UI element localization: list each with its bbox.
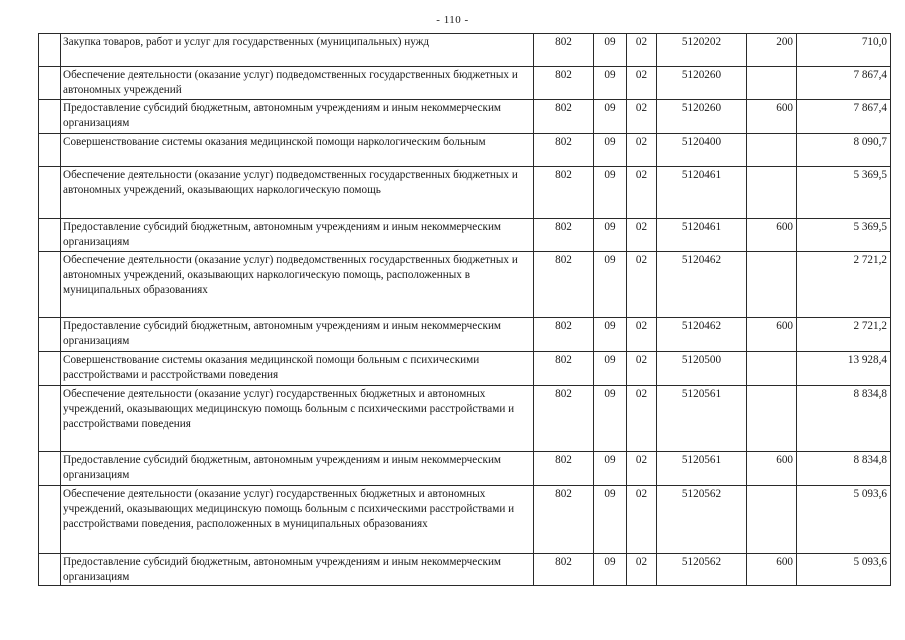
table-row <box>39 318 891 352</box>
cell-vr: 600 <box>747 452 797 486</box>
row-margin-cell <box>39 554 61 586</box>
cell-vr: 600 <box>747 554 797 586</box>
cell-ved: 802 <box>534 486 594 554</box>
cell-desc: Обеспечение деятельности (оказание услуг) государственных бюджетных и автономных учреждений, оказывающих медицинскую помощь больным с психическими расстройствами и расстройствами поведения, расположенных в муниципальных образованиях <box>61 486 534 554</box>
cell-sum: 7 867,4 <box>797 100 891 134</box>
table-row <box>39 167 891 219</box>
cell-sum: 5 093,6 <box>797 486 891 554</box>
cell-rz: 09 <box>594 452 627 486</box>
cell-pr: 02 <box>627 352 657 386</box>
cell-rz: 09 <box>594 34 627 67</box>
cell-rz: 09 <box>594 67 627 100</box>
row-margin-cell <box>39 167 61 219</box>
cell-desc: Предоставление субсидий бюджетным, автономным учреждениям и иным некоммерческим организациям <box>61 219 534 252</box>
table-body <box>39 34 891 586</box>
cell-vr <box>747 252 797 318</box>
cell-vr <box>747 352 797 386</box>
cell-csr: 5120202 <box>657 34 747 67</box>
cell-vr <box>747 134 797 167</box>
cell-ved: 802 <box>534 100 594 134</box>
cell-pr: 02 <box>627 34 657 67</box>
cell-ved: 802 <box>534 386 594 452</box>
cell-pr: 02 <box>627 67 657 100</box>
cell-vr: 600 <box>747 219 797 252</box>
cell-rz: 09 <box>594 252 627 318</box>
row-margin-cell <box>39 134 61 167</box>
table-row <box>39 134 891 167</box>
row-margin-cell <box>39 452 61 486</box>
row-margin-cell <box>39 100 61 134</box>
cell-sum: 2 721,2 <box>797 252 891 318</box>
cell-ved: 802 <box>534 252 594 318</box>
cell-sum: 8 834,8 <box>797 452 891 486</box>
cell-desc: Предоставление субсидий бюджетным, автономным учреждениям и иным некоммерческим организациям <box>61 100 534 134</box>
cell-pr: 02 <box>627 318 657 352</box>
cell-desc: Совершенствование системы оказания медицинской помощи наркологическим больным <box>61 134 534 167</box>
cell-csr: 5120562 <box>657 486 747 554</box>
cell-sum: 8 834,8 <box>797 386 891 452</box>
table-row <box>39 100 891 134</box>
table-row <box>39 67 891 100</box>
row-margin-cell <box>39 34 61 67</box>
cell-vr: 200 <box>747 34 797 67</box>
cell-csr: 5120461 <box>657 167 747 219</box>
table-row <box>39 386 891 452</box>
cell-desc: Совершенствование системы оказания медицинской помощи больным с психическими расстройствами и расстройствами поведения <box>61 352 534 386</box>
cell-rz: 09 <box>594 554 627 586</box>
budget-table <box>38 33 891 586</box>
cell-rz: 09 <box>594 100 627 134</box>
cell-pr: 02 <box>627 134 657 167</box>
cell-sum: 5 369,5 <box>797 167 891 219</box>
cell-desc: Обеспечение деятельности (оказание услуг) государственных бюджетных и автономных учреждений, оказывающих медицинскую помощь больным с психическими расстройствами и расстройствами поведения <box>61 386 534 452</box>
cell-csr: 5120462 <box>657 252 747 318</box>
cell-pr: 02 <box>627 219 657 252</box>
cell-sum: 5 369,5 <box>797 219 891 252</box>
cell-desc: Обеспечение деятельности (оказание услуг) подведомственных государственных бюджетных и автономных учреждений <box>61 67 534 100</box>
cell-desc: Обеспечение деятельности (оказание услуг) подведомственных государственных бюджетных и автономных учреждений, оказывающих наркологическую помощь <box>61 167 534 219</box>
table-row <box>39 34 891 67</box>
page-number: - 110 - <box>436 14 469 26</box>
cell-sum: 710,0 <box>797 34 891 67</box>
cell-rz: 09 <box>594 134 627 167</box>
cell-sum: 2 721,2 <box>797 318 891 352</box>
cell-csr: 5120461 <box>657 219 747 252</box>
cell-desc: Предоставление субсидий бюджетным, автономным учреждениям и иным некоммерческим организациям <box>61 554 534 586</box>
cell-pr: 02 <box>627 100 657 134</box>
row-margin-cell <box>39 486 61 554</box>
cell-vr <box>747 486 797 554</box>
row-margin-cell <box>39 352 61 386</box>
cell-csr: 5120561 <box>657 386 747 452</box>
row-margin-cell <box>39 219 61 252</box>
cell-pr: 02 <box>627 386 657 452</box>
cell-vr <box>747 67 797 100</box>
row-margin-cell <box>39 318 61 352</box>
cell-ved: 802 <box>534 554 594 586</box>
cell-pr: 02 <box>627 486 657 554</box>
cell-rz: 09 <box>594 219 627 252</box>
table-row <box>39 219 891 252</box>
row-margin-cell <box>39 67 61 100</box>
cell-desc: Обеспечение деятельности (оказание услуг) подведомственных государственных бюджетных и автономных учреждений, оказывающих наркологическую помощь, расположенных в муниципальных образованиях <box>61 252 534 318</box>
table-row <box>39 252 891 318</box>
cell-csr: 5120500 <box>657 352 747 386</box>
cell-rz: 09 <box>594 352 627 386</box>
cell-rz: 09 <box>594 318 627 352</box>
cell-rz: 09 <box>594 386 627 452</box>
table-row <box>39 486 891 554</box>
cell-pr: 02 <box>627 167 657 219</box>
cell-pr: 02 <box>627 452 657 486</box>
cell-desc: Предоставление субсидий бюджетным, автономным учреждениям и иным некоммерческим организациям <box>61 452 534 486</box>
cell-csr: 5120462 <box>657 318 747 352</box>
table-row <box>39 554 891 586</box>
cell-vr <box>747 386 797 452</box>
table-row <box>39 352 891 386</box>
cell-ved: 802 <box>534 219 594 252</box>
cell-rz: 09 <box>594 167 627 219</box>
row-margin-cell <box>39 252 61 318</box>
cell-ved: 802 <box>534 67 594 100</box>
cell-sum: 5 093,6 <box>797 554 891 586</box>
table-row <box>39 452 891 486</box>
cell-ved: 802 <box>534 134 594 167</box>
cell-vr: 600 <box>747 318 797 352</box>
cell-ved: 802 <box>534 34 594 67</box>
cell-csr: 5120400 <box>657 134 747 167</box>
cell-vr <box>747 167 797 219</box>
cell-pr: 02 <box>627 252 657 318</box>
cell-ved: 802 <box>534 352 594 386</box>
cell-desc: Закупка товаров, работ и услуг для государственных (муниципальных) нужд <box>61 34 534 67</box>
cell-pr: 02 <box>627 554 657 586</box>
cell-desc: Предоставление субсидий бюджетным, автономным учреждениям и иным некоммерческим организациям <box>61 318 534 352</box>
cell-sum: 13 928,4 <box>797 352 891 386</box>
cell-ved: 802 <box>534 167 594 219</box>
cell-sum: 7 867,4 <box>797 67 891 100</box>
cell-ved: 802 <box>534 318 594 352</box>
cell-rz: 09 <box>594 486 627 554</box>
cell-sum: 8 090,7 <box>797 134 891 167</box>
cell-csr: 5120260 <box>657 67 747 100</box>
cell-csr: 5120561 <box>657 452 747 486</box>
cell-vr: 600 <box>747 100 797 134</box>
row-margin-cell <box>39 386 61 452</box>
cell-ved: 802 <box>534 452 594 486</box>
cell-csr: 5120562 <box>657 554 747 586</box>
cell-csr: 5120260 <box>657 100 747 134</box>
